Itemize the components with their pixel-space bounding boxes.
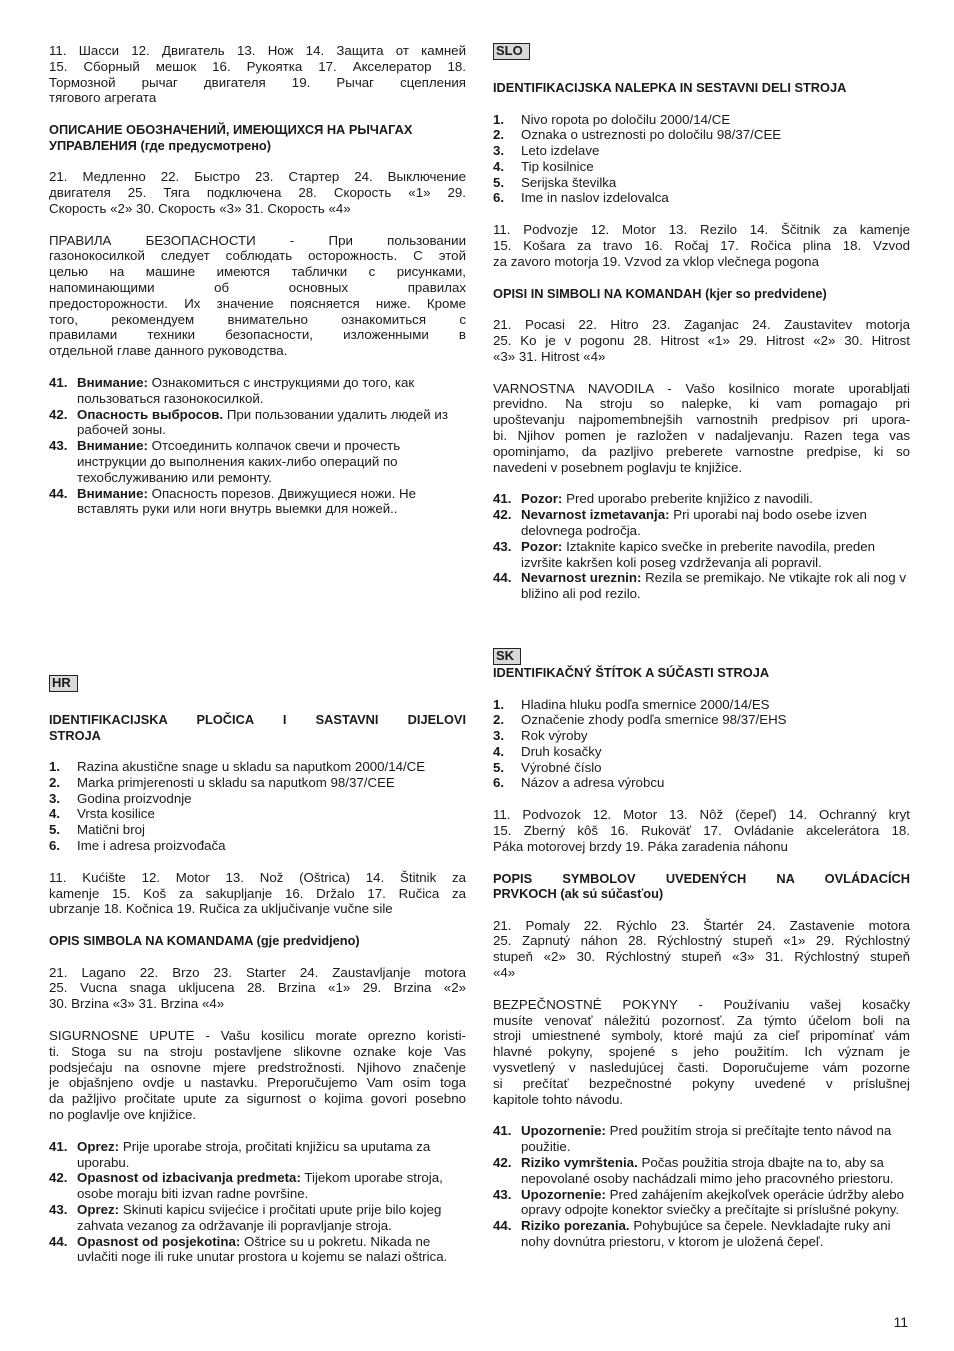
list-item [493,190,910,206]
list-item [493,491,910,507]
item-number: 43. [493,1186,512,1202]
hr-warnings-list [49,1139,466,1265]
text-line: 15. Košara za travo 16. Ročaj 17. Ročica plina 18. Vzvod [493,238,910,254]
item-number: 3. [493,728,505,744]
item-number: 1. [493,111,505,127]
sk-symbols-list [493,918,910,981]
hr-id-heading [49,712,466,743]
item-text: Tijekom uporabe stroja, osobe moraju biti izvan radne površine. [77,1170,443,1202]
item-text: Označenie zhody podľa smernice 98/37/EHS [521,712,787,728]
text-line: «4» [493,965,516,981]
text-line: SIGURNOSNE UPUTE - Vašu kosilicu morate oprezno koristi- [49,1028,466,1044]
text-line: 21. Медленно 22. Быстро 23. Стартер 24. Выключение [49,169,466,185]
item-number: 44. [493,570,512,586]
item-label: Nevarnost izmetavanja: [521,507,670,523]
text-line: ubrzanje 18. Kočnica 19. Ručica za uključivanje vučne sile [49,901,393,917]
item-text: Rezila se premikajo. Ne vtikajte rok ali nog v bližino ali pod rezilo. [521,570,907,602]
text-line: opominjamo, da pazljivo preberete varnostne predpise, ki so [493,443,910,459]
list-item [493,127,910,143]
item-number: 42. [49,1170,68,1186]
item-number: 41. [49,1138,68,1154]
item-text: Опасность порезов. Движущиеся ножи. Не вставлять руки или ноги внутрь выемки для ножей.. [77,485,416,517]
item-number: 43. [493,538,512,554]
list-item [49,438,466,485]
section-slo [493,43,910,602]
item-text: Vrsta kosilice [77,806,155,822]
item-number: 43. [49,438,68,454]
item-label: Riziko porezania. [521,1218,630,1234]
text-line: Скорость «2» 30. Скорость «3» 31. Скорость «4» [49,200,351,216]
item-text: Marka primjerenosti u skladu sa naputkom 98/37/CEE [77,774,395,790]
item-number: 5. [493,759,505,775]
list-item [49,1170,466,1202]
item-text: Pred uporabo preberite knjižico z navodili. [566,491,813,507]
list-item [493,712,910,728]
item-text: Leto izdelave [521,143,600,159]
item-number: 4. [493,158,505,174]
item-label: Внимание: [77,485,148,501]
item-label: Opasnost od izbacivanja predmeta: [77,1170,301,1186]
list-item [493,697,910,713]
text-line: 21. Lagano 22. Brzo 23. Starter 24. Zaustavljanje motora [49,964,466,980]
item-number: 3. [49,790,61,806]
text-line: двигателя 25. Тяга подключена 28. Скорость «1» 29. [49,184,466,200]
sk-symbols-heading [493,871,910,902]
item-text: Serijska številka [521,174,617,190]
list-item [49,375,466,407]
list-item [493,507,910,539]
list-item [493,775,910,791]
item-text: Oznaka o ustreznosti po določilu 98/37/CEE [521,127,782,143]
text-line: VARNOSTNA NAVODILA - Vašo kosilnico morate uporabljati [493,380,910,396]
item-number: 6. [493,775,505,791]
item-text: Pohybujúce sa čepele. Nevkladajte ruky ani nohy dovnútra priestoru, v ktorom je uložená čepeľ. [521,1218,891,1250]
section-hr [49,675,466,1265]
heading-line: УПРАВЛЕНИЯ (где предусмотрено) [49,137,272,153]
list-item [49,822,466,838]
item-number: 4. [49,806,61,822]
list-item [493,112,910,128]
sk-id-list [493,697,910,792]
item-number: 5. [493,174,505,190]
list-item [493,1218,910,1250]
item-label: Upozornenie: [521,1186,606,1202]
sk-safety-rules [493,997,910,1108]
list-item [49,486,466,518]
ru-safety-rules [49,233,466,359]
text-line: vysvetlený v nasledujúcej časti. Doporučujeme vám pozorne [493,1060,910,1076]
item-text: Skinuti kapicu svijećice i pročitati upute prije bilo kojeg zahvata vezanog za održavanje ili popravljanje stroja. [77,1202,442,1233]
item-number: 2. [49,774,61,790]
item-number: 41. [493,1123,512,1139]
text-line: 21. Pocasi 22. Hitro 23. Zaganjac 24. Zaustavitev motorja [493,317,910,333]
item-text: Pred zahájením akejkoľvek operácie údržby alebo opravy odpojte konektor sviečky a prečítajte si príslušné pokyny. [521,1186,905,1218]
item-text: Pred použitím stroja si prečítajte tento návod na použitie. [521,1123,892,1155]
item-text: Ознакомиться с инструкциями до того, как пользоваться газонокосилкой. [77,374,415,406]
item-text: Tip kosilnice [521,158,594,174]
item-label: Opasnost od posjekotina: [77,1233,241,1249]
list-item [493,1155,910,1187]
item-text: Nivo ropota po določilu 2000/14/CE [521,111,731,127]
slo-symbols-heading: OPISI IN SIMBOLI NA KOMANDAH (kjer so predvidene) [493,285,827,301]
text-line: 25. Zapnutý náhon 28. Rýchlostný stupeň «1» 29. Rýchlostný [493,933,910,949]
ru-warnings-list [49,375,466,517]
item-number: 42. [493,1155,512,1171]
item-number: 5. [49,822,61,838]
section-sk [493,648,910,1250]
slo-parts-list [493,222,910,269]
item-number: 1. [49,759,61,774]
hr-symbols-list [49,965,466,1012]
text-line: hlavné pokyny, spojené s jeho použitím. Ich význam je [493,1044,910,1060]
item-number: 3. [493,143,505,159]
text-line: bi. Njihov pomen je razložen v nadaljevanju. Razen tega vas [493,427,910,443]
list-item [49,791,466,807]
heading-line: POPIS SYMBOLOV UVEDENÝCH NA OVLÁDACÍCH [493,870,910,886]
item-text: Razina akustične snage u skladu sa naputkom 2000/14/CE [77,759,426,774]
list-item [493,1123,910,1155]
item-text: Matični broj [77,822,145,838]
text-line: je objašnjeno ovdje u nastavku. Preporučujemo Vam osim toga [49,1075,466,1091]
item-text: Názov a adresa výrobcu [521,775,665,791]
text-line: 25. Vucna snaga ukljucena 28. Brzina «1» 29. Brzina «2» [49,980,466,996]
text-line: тягового агрегата [49,90,157,106]
text-line: напоминающими об основных правилах [49,279,466,295]
item-text: Pri uporabi naj bodo osebe izven delovnega področja. [521,507,867,538]
text-line: 11. Podvozje 12. Motor 13. Rezilo 14. Ščitnik za kamenje [493,222,910,238]
item-label: Pozor: [521,491,563,507]
ru-symbols-list [49,169,466,216]
text-line: za zavoro motorja 19. Vzvod za vklop vlečnega pogona [493,253,819,269]
item-number: 42. [49,406,68,422]
item-text: Ime in naslov izdelovalca [521,190,669,206]
ru-symbols-heading [49,122,466,153]
page-number: 11 [893,1314,908,1330]
item-text: Druh kosačky [521,743,602,759]
item-number: 2. [493,712,505,728]
text-line: целью на машине имеются таблички с рисунками, [49,264,466,280]
hr-symbols-heading: OPIS SIMBOLA NA KOMANDAMA (gje predvidjeno) [49,933,360,949]
text-line: Páka motorovej brzdy 19. Páka zaradenia náhonu [493,838,788,854]
heading-line: ОПИСАНИЕ ОБОЗНАЧЕНИЙ, ИМЕЮЩИХСЯ НА РЫЧАГАХ [49,122,413,138]
item-text: Rok výroby [521,728,588,744]
list-item [493,744,910,760]
sk-id-heading: IDENTIFIKAČNÝ ŠTÍTOK A SÚČASTI STROJA [493,665,770,680]
text-line: 21. Pomaly 22. Rýchlo 23. Štartér 24. Zastavenie motora [493,917,910,933]
text-line: stupeň «2» 30. Rýchlostný stupeň «3» 31. Rýchlostný stupeň [493,949,910,965]
list-item [49,1202,466,1234]
slo-id-list [493,112,910,207]
text-line: ti. Stoga su na stroju postavljene slikovne oznake koje Vas [49,1043,466,1059]
text-line: предосторожности. Их значение поясняется ниже. Кроме [49,295,466,311]
item-number: 43. [49,1202,68,1218]
list-item [493,760,910,776]
list-item [49,1234,466,1266]
hr-parts-list [49,870,466,917]
item-label: Nevarnost ureznin: [521,570,642,586]
hr-id-list [49,759,466,854]
text-line: da pažljivo pročitate upute za sigurnost o kojima govori posebno [49,1091,466,1107]
item-label: Riziko vymrštenia. [521,1155,638,1171]
text-line: 11. Шасси 12. Двигатель 13. Нож 14. Защита от камней [49,43,466,58]
item-number: 44. [493,1218,512,1234]
list-item [49,1139,466,1171]
text-line: отдельной главе данного руководства. [49,343,288,359]
text-line: no poglavlje ove knjižice. [49,1107,197,1123]
list-item [49,775,466,791]
item-label: Pozor: [521,538,563,554]
item-label: Внимание: [77,438,148,454]
list-item [493,539,910,571]
text-line: газонокосилкой следует соблюдать осторожность. С этой [49,248,466,264]
item-number: 1. [493,696,505,712]
text-line: podsjećaju na osnovne mjere predstrožnosti. Njihovo značenje [49,1059,466,1075]
ru-parts-list [49,43,466,106]
list-item [49,407,466,439]
item-label: Внимание: [77,374,148,390]
text-line: 15. Zberný kôš 16. Rukoväť 17. Ovládanie akcelerátora 18. [493,823,910,839]
sk-parts-list [493,807,910,854]
item-text: Отсоединить колпачок свечи и прочесть инструкции до выполнения каких-либо операций по техобслуживанию или ремонту. [77,438,401,485]
item-text: При пользовании удалить людей из рабочей зоны. [77,406,448,438]
text-line: navedeni v posebnem poglavju te knjižice. [493,459,743,475]
item-label: Upozornenie: [521,1123,606,1139]
section-ru [49,43,466,517]
text-line: BEZPEČNOSTNÉ POKYNY - Používaniu vašej kosačky [493,996,910,1012]
item-number: 44. [49,1233,68,1249]
list-item [49,838,466,854]
slo-symbols-list [493,317,910,364]
text-line: kapitole tohto návodu. [493,1091,624,1107]
text-line: «3» 31. Hitrost «4» [493,348,606,364]
heading-line: IDENTIFIKACIJSKA PLOČICA I SASTAVNI DIJELOVI [49,712,466,727]
item-label: Oprez: [77,1202,120,1218]
text-line: ПРАВИЛА БЕЗОПАСНОСТИ - При пользовании [49,232,466,248]
heading-line: PRVKOCH (ak sú súčasťou) [493,886,664,902]
list-item [493,175,910,191]
list-item [493,143,910,159]
item-number: 41. [493,491,512,507]
item-number: 4. [493,743,505,759]
item-number: 44. [49,485,68,501]
list-item [49,806,466,822]
text-line: upoštevanju najpomembnejših varnostnih predpisov pri upora- [493,412,910,428]
item-number: 41. [49,374,68,390]
list-item [493,570,910,602]
text-line: previdno. Na stroju so nalepke, ki vam pomagajo pri [493,396,910,412]
list-item [493,1187,910,1219]
slo-warnings-list [493,491,910,602]
slo-safety-rules [493,381,910,476]
item-label: Oprez: [77,1138,120,1154]
text-line: правилами техники безопасности, изложенными в [49,327,466,343]
text-line: musíte venovať náležitú pozornosť. Za týmto účelom boli na [493,1012,910,1028]
item-label: Опасность выбросов. [77,406,224,422]
language-tag-slo: SLO [493,43,530,60]
text-line: 15. Сборный мешок 16. Рукоятка 17. Акселератор 18. [49,58,466,74]
item-text: Prije uporabe stroja, pročitati knjižicu sa uputama za uporabu. [77,1138,431,1170]
item-number: 6. [49,837,61,853]
item-text: Hladina hluku podľa smernice 2000/14/ES [521,696,770,712]
item-number: 6. [493,190,505,206]
item-text: Iztaknite kapico svečke in preberite navodila, preden izvršite kakršen koli poseg vzdrževanja ali popravil. [521,538,876,570]
text-line: si prečítať bezpečnostné pokyny uvedené v príslušnej [493,1075,910,1091]
heading-line: STROJA [49,727,101,743]
text-line: stroji umiestnené symboly, ktoré majú za cieľ pripomínať vám [493,1028,910,1044]
text-line: 30. Brzina «3» 31. Brzina «4» [49,996,225,1012]
item-text: Výrobné číslo [521,759,602,775]
sk-warnings-list [493,1123,910,1249]
text-line: 25. Ko je v pogonu 28. Hitrost «1» 29. Hitrost «2» 30. Hitrost [493,332,910,348]
item-text: Godina proizvodnje [77,790,192,806]
item-number: 2. [493,127,505,143]
text-line: того, рекомендуем внимательно ознакомиться с [49,311,466,327]
language-tag-hr: HR [49,675,78,692]
text-line: 11. Podvozok 12. Motor 13. Nôž (čepeľ) 14. Ochranný kryt [493,807,910,823]
item-text: Oštrice su u pokretu. Nikada ne uvlačiti noge ili ruke unutar prostora u kojemu se nalazi oštrica. [77,1233,448,1265]
text-line: 11. Kućište 12. Motor 13. Nož (Oštrica) 14. Štitnik za [49,869,466,885]
item-text: Počas použitia stroja dbajte na to, aby sa nepovolané osoby nachádzali mimo jeho pracovného priestoru. [521,1155,894,1186]
list-item [493,728,910,744]
language-tag-sk: SK [493,648,521,665]
item-text: Ime i adresa proizvođača [77,837,226,853]
item-number: 42. [493,507,512,523]
list-item [493,159,910,175]
slo-id-heading: IDENTIFIKACIJSKA NALEPKA IN SESTAVNI DELI STROJA [493,80,847,95]
text-line: kamenje 15. Koš za sakupljanje 16. Držalo 17. Ručica za [49,885,466,901]
hr-safety-rules [49,1028,466,1123]
text-line: Тормозной рычаг двигателя 19. Рычаг сцепления [49,74,466,90]
list-item [49,759,466,775]
